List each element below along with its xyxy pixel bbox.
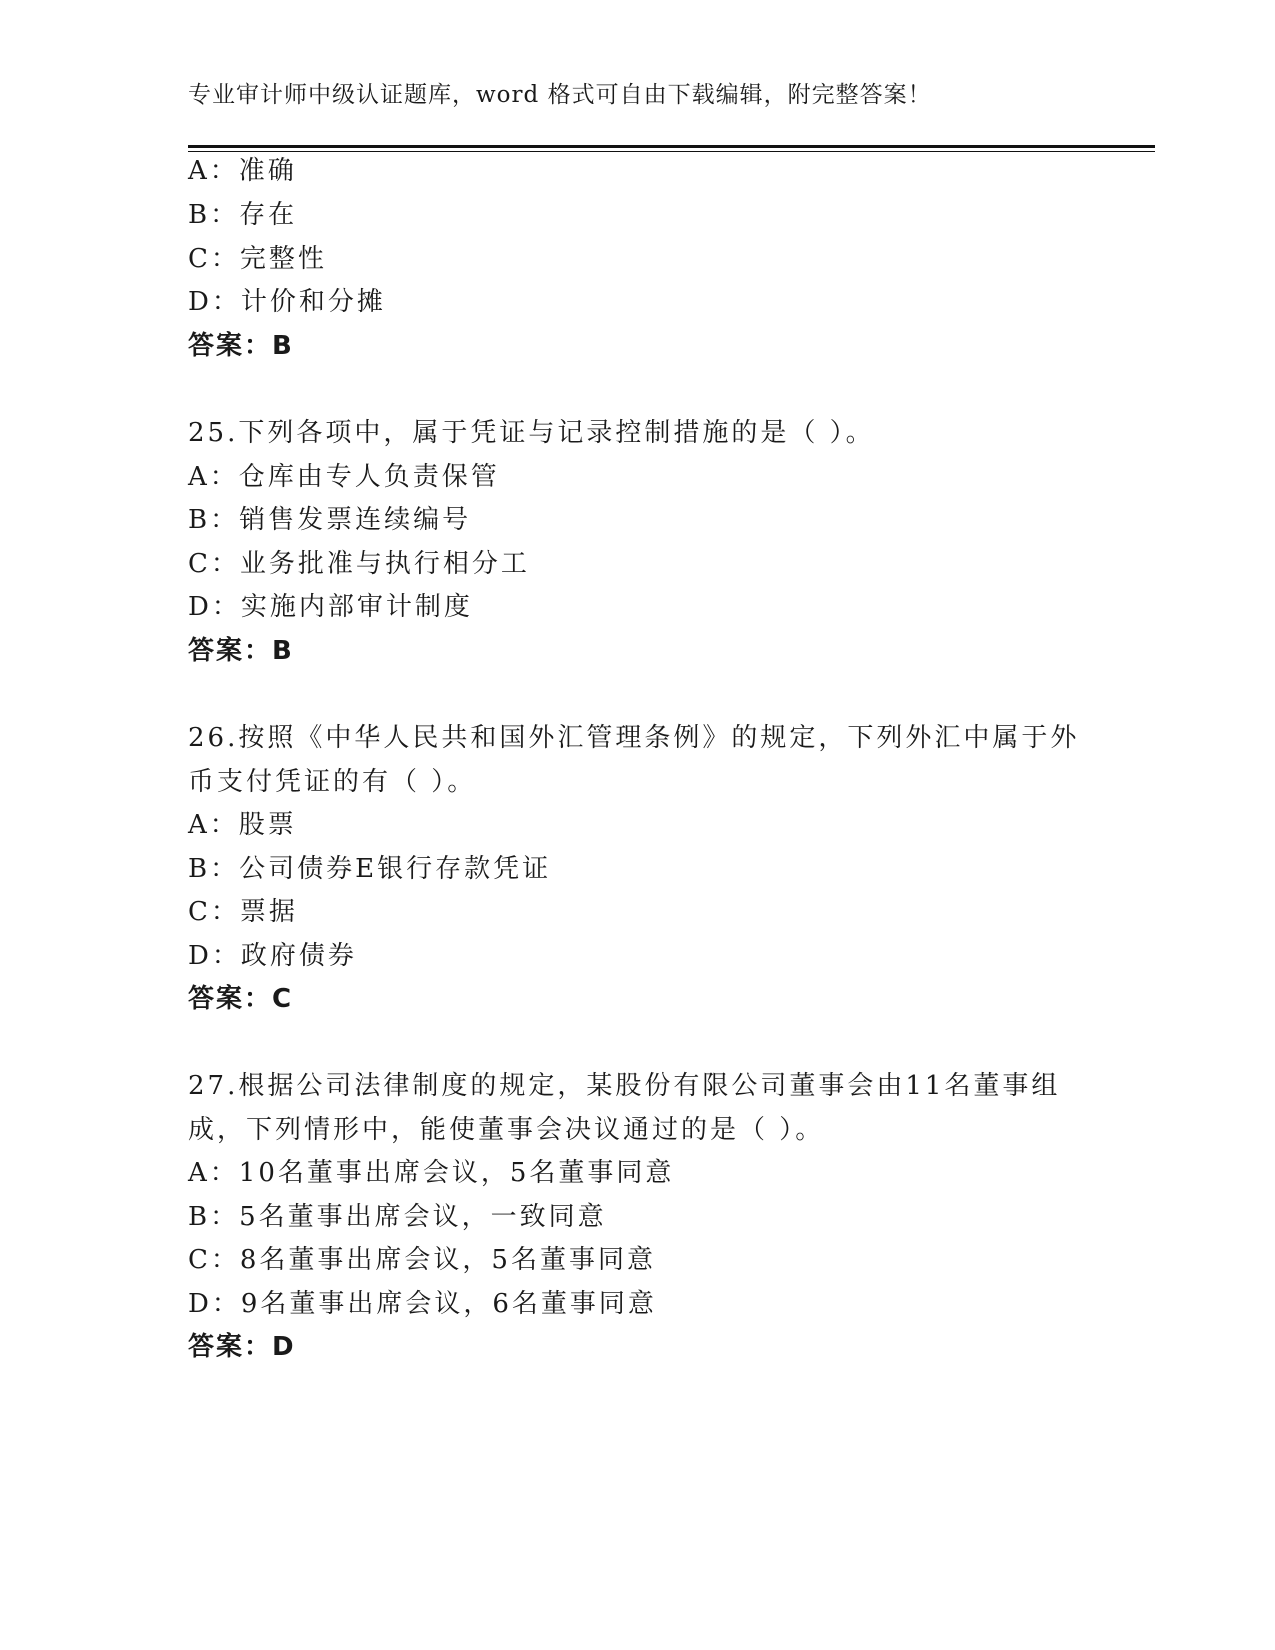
option-b: B：公司债券E银行存款凭证 xyxy=(188,854,552,884)
option-c: C：完整性 xyxy=(188,244,327,274)
option-b: B：5名董事出席会议，一致同意 xyxy=(188,1202,607,1232)
option-a: A：股票 xyxy=(188,810,297,840)
question-stem: 25.下列各项中，属于凭证与记录控制措施的是（ ）。 xyxy=(188,418,875,448)
option-a: A：仓库由专人负责保管 xyxy=(188,462,500,492)
question-stem-cont: 币支付凭证的有（ ）。 xyxy=(188,767,477,797)
answer: 答案：B xyxy=(188,636,294,666)
option-c: C：业务批准与执行相分工 xyxy=(188,549,530,579)
question-stem: 26.按照《中华人民共和国外汇管理条例》的规定，下列外汇中属于外 xyxy=(188,723,1080,753)
option-d: D：计价和分摊 xyxy=(188,287,386,317)
page-header: 专业审计师中级认证题库，word 格式可自由下载编辑，附完整答案！ xyxy=(188,82,932,108)
option-d: D：政府债券 xyxy=(188,941,357,971)
option-d: D：实施内部审计制度 xyxy=(188,592,473,622)
question-stem: 27.根据公司法律制度的规定，某股份有限公司董事会由11名董事组 xyxy=(188,1071,1061,1101)
header-rule-thin xyxy=(188,151,1155,152)
answer: 答案：B xyxy=(188,331,294,361)
option-d: D：9名董事出席会议，6名董事同意 xyxy=(188,1289,657,1319)
answer: 答案：C xyxy=(188,984,294,1014)
option-c: C：票据 xyxy=(188,897,298,927)
option-c: C：8名董事出席会议，5名董事同意 xyxy=(188,1245,656,1275)
option-a: A：10名董事出席会议，5名董事同意 xyxy=(188,1158,675,1188)
answer: 答案：D xyxy=(188,1332,296,1362)
question-stem-cont: 成，下列情形中，能使董事会决议通过的是（ ）。 xyxy=(188,1115,825,1145)
header-rule-thick xyxy=(188,145,1155,148)
option-b: B：存在 xyxy=(188,200,298,230)
option-b: B：销售发票连续编号 xyxy=(188,505,472,535)
option-a: A：准确 xyxy=(188,156,297,186)
